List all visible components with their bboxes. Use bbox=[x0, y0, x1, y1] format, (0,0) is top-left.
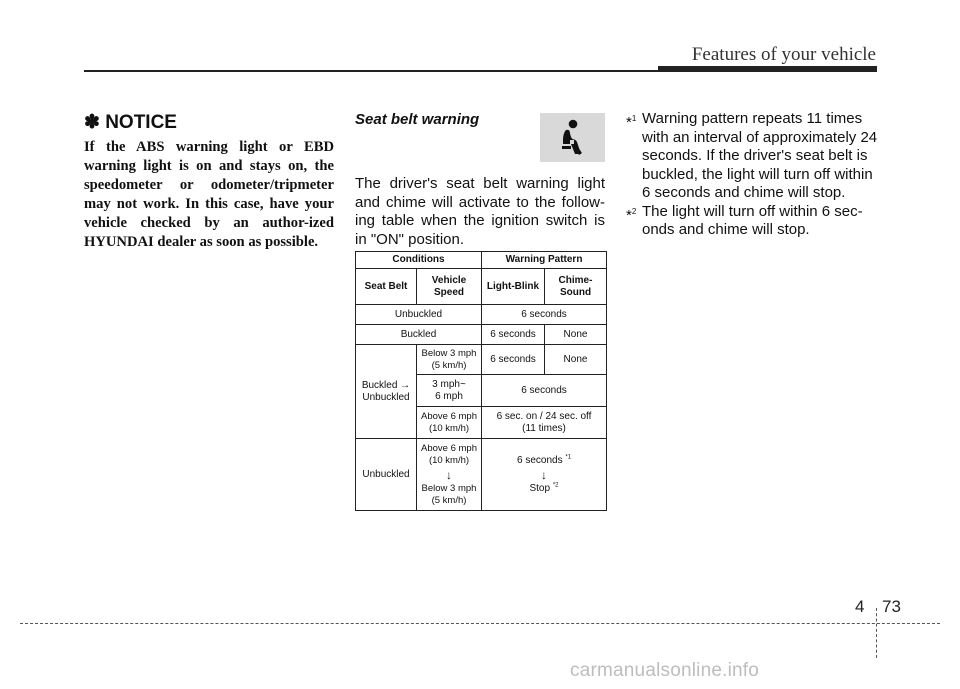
cell-text bbox=[484, 483, 604, 495]
cell-above6-pattern bbox=[482, 407, 607, 439]
cell-buckled-to-unbuckled bbox=[356, 345, 417, 439]
page-number: 73 bbox=[882, 597, 901, 616]
cell-text: (10 km/h) bbox=[428, 454, 470, 466]
down-arrow-icon: ↓ bbox=[541, 467, 547, 482]
table-row bbox=[356, 345, 607, 375]
cell-text: 3 mph~ bbox=[432, 378, 466, 390]
footnote-2 bbox=[626, 203, 878, 240]
cell-below3-chime: None bbox=[545, 345, 607, 375]
table-row bbox=[356, 439, 607, 511]
footnote-marker: *$^2$ bbox=[626, 206, 637, 224]
running-header: Features of your vehicle bbox=[691, 44, 876, 65]
cell-unbuckled-pattern: 6 seconds bbox=[482, 305, 607, 325]
cell-buckled-chime: None bbox=[545, 325, 607, 345]
header-light-blink: Light-Blink bbox=[482, 269, 545, 305]
pattern-text: Stop bbox=[529, 482, 553, 494]
cell-text: Below 3 mph bbox=[421, 347, 477, 359]
footnotes bbox=[626, 110, 878, 240]
cell-text: (11 times) bbox=[522, 422, 566, 434]
footnote-text: The light will turn off within 6 sec-onds and chime will stop. bbox=[642, 202, 863, 238]
notice-title: ✽ NOTICE bbox=[84, 112, 177, 133]
cell-text: Unbuckled bbox=[362, 391, 410, 403]
cell-text: Above 6 mph bbox=[421, 410, 477, 422]
footnote-1 bbox=[626, 110, 878, 203]
chapter-number: 4 bbox=[855, 597, 865, 616]
cell-text: Buckled → bbox=[361, 379, 411, 391]
down-arrow-icon: ↓ bbox=[446, 467, 452, 482]
pattern-text: 6 seconds bbox=[516, 454, 566, 466]
header-chime-sound: Chime- Sound bbox=[545, 269, 607, 305]
cell-speed-above-6 bbox=[417, 407, 482, 439]
cell-speed-3-to-6 bbox=[417, 375, 482, 407]
cell-text: Below 3 mph bbox=[421, 482, 477, 494]
header-warning-pattern: Warning Pattern bbox=[482, 252, 607, 269]
table-row bbox=[356, 252, 607, 269]
notice-body: If the ABS warning light or EBD warning light is on and stays on, the speedometer or odometer/tripmeter may not work. In this case, have your vehicle checked by an author-ized HYUNDAI dealer as soon as possible. bbox=[84, 139, 334, 250]
cell-unbuckled-2: Unbuckled bbox=[356, 439, 417, 511]
footnote-ref: *2 bbox=[552, 482, 559, 489]
cell-speed-decreasing bbox=[417, 439, 482, 511]
cell-unbuckled: Unbuckled bbox=[356, 305, 482, 325]
cell-text: 6 sec. on / 24 sec. off bbox=[496, 410, 592, 422]
footnote-marker: *$^1$ bbox=[626, 114, 637, 131]
seatbelt-warning-table bbox=[355, 251, 607, 511]
cell-text: 6 mph bbox=[435, 390, 463, 402]
table-row bbox=[356, 305, 607, 325]
header-seat-belt: Seat Belt bbox=[356, 269, 417, 305]
table-row bbox=[356, 325, 607, 345]
cell-text bbox=[484, 455, 604, 467]
header-bar bbox=[658, 66, 877, 72]
cell-mid-pattern: 6 seconds bbox=[482, 375, 607, 407]
footnote-text: Warning pattern repeats 11 times with an interval of approximately 24 seconds. If the driver's seat belt is buckled, the light will turn off within 6 seconds and chime will stop. bbox=[642, 110, 878, 201]
seatbelt-section-body: The driver's seat belt warning light and chime will activate to the follow-ing table when the ignition switch is in "ON" position. bbox=[355, 175, 605, 248]
header-conditions: Conditions bbox=[356, 252, 482, 269]
cell-text: (5 km/h) bbox=[431, 494, 467, 506]
table-row bbox=[356, 269, 607, 305]
seatbelt-section-title: Seat belt warning bbox=[355, 111, 480, 128]
cell-text: (5 km/h) bbox=[431, 359, 467, 371]
cell-decreasing-pattern bbox=[482, 439, 607, 511]
footer-divider bbox=[876, 608, 877, 658]
cell-text: Above 6 mph bbox=[421, 442, 477, 454]
cell-buckled: Buckled bbox=[356, 325, 482, 345]
seatbelt-warning-icon bbox=[540, 113, 605, 162]
cell-below3-light: 6 seconds bbox=[482, 345, 545, 375]
footer-rule bbox=[20, 623, 940, 624]
cell-buckled-light: 6 seconds bbox=[482, 325, 545, 345]
watermark: carmanualsonline.info bbox=[570, 660, 760, 681]
cell-text: (10 km/h) bbox=[428, 422, 470, 434]
header-vehicle-speed: Vehicle Speed bbox=[417, 269, 482, 305]
cell-speed-below-3 bbox=[417, 345, 482, 375]
footnote-ref: *1 bbox=[565, 454, 572, 461]
